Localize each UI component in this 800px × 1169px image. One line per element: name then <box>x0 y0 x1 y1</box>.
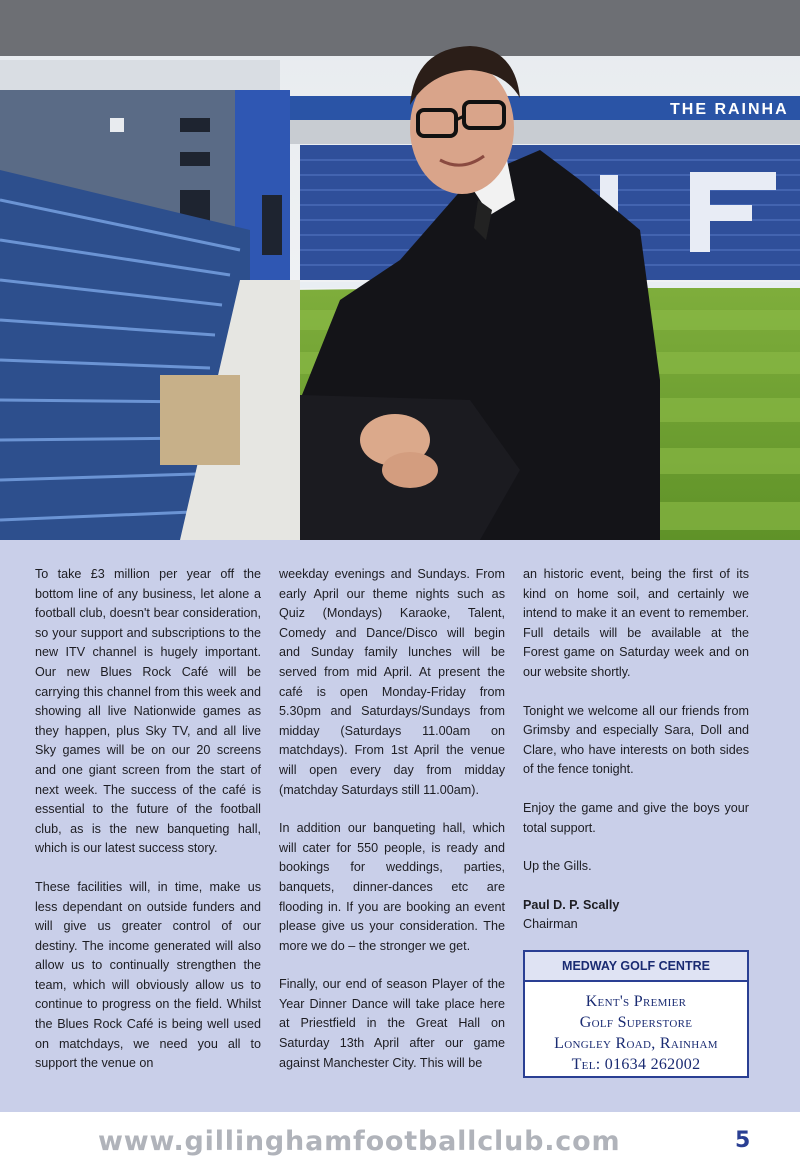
paragraph: an historic event, being the first of its kind on home soil, and certainly we intend to make it an event to remember. Full details will be available at the Forest game on Saturday week and on our website shortly. <box>523 567 749 679</box>
article-column-2 <box>279 565 505 1092</box>
website-url: www.gillinghamfootballclub.com <box>98 1126 621 1157</box>
paragraph: Up the Gills. <box>523 859 592 874</box>
paragraph: Enjoy the game and give the boys your total support. <box>523 800 749 835</box>
article-column-3 <box>523 565 749 935</box>
article-column-1 <box>35 565 261 1093</box>
advert-body <box>525 982 747 1075</box>
stadium-illustration <box>0 0 800 540</box>
paragraph: Tonight we welcome all our friends from Grimsby and especially Sara, Doll and Clare, who have interests on both sides of the fence tonight. <box>523 703 749 777</box>
paragraph: weekday evenings and Sundays. From early April our theme nights such as Quiz (Mondays) Karaoke, Talent, Comedy and Dance/Disco will begin and Sunday family lunches will be served from mid April. At present the café is open Monday-Friday from 5.30pm and Saturdays/Sundays from midday (Saturdays 11.00am on matchdays). From 1st April the venue will open every day from midday (matchday Saturdays still 11.00am). <box>279 567 505 797</box>
chairman-stadium-photo <box>0 0 800 540</box>
signature-role: Chairman <box>523 917 578 932</box>
paragraph: To take £3 million per year off the bottom line of any business, let alone a football club, doesn't bear consideration, so your support and subscriptions to the new ITV channel is hugely important. Our new Blues Rock Café will be carrying this channel from this week and showing all live Nationwide games as they happen, plus Sky TV, and all live Sky games will be on our 20 screens and one giant screen from the start of next week. The success of the café is essential to the future of the football club, as is the new banqueting hall, which is our latest success story. <box>35 567 261 856</box>
advert-line: Longley Road, Rainham <box>554 1035 718 1052</box>
paragraph: Finally, our end of season Player of the Year Dinner Dance will take place here at Priestfield in the Great Hall on Saturday 13th April after our game against Manchester City. This will be <box>279 977 505 1070</box>
advert-line: Kent's Premier <box>585 993 687 1010</box>
advert-line: Tel: 01634 262002 <box>571 1056 701 1073</box>
advert-heading: MEDWAY GOLF CENTRE <box>525 952 747 982</box>
paragraph: In addition our banqueting hall, which will cater for 550 people, is ready and bookings for weddings, parties, banquets, dinner-dances etc are flooding in. If you are booking an event please give us your consideration. The more we do – the stronger we get. <box>279 821 505 953</box>
stadium-sign-text: THE RAINHA <box>670 101 789 118</box>
advert-line: Golf Superstore <box>579 1014 693 1031</box>
page-number: 5 <box>735 1128 751 1153</box>
signature-name: Paul D. P. Scally <box>523 897 620 912</box>
golf-centre-advert <box>523 950 749 1078</box>
paragraph: These facilities will, in time, make us less dependant on outside funders and will give us greater control of our destiny. The income generated will also allow us to continually strengthen the team, which will obviously allow us to continue to progress on the field. Whilst the Blues Rock Café is being well used on matchdays, we need you all to support the venue on <box>35 879 261 1071</box>
